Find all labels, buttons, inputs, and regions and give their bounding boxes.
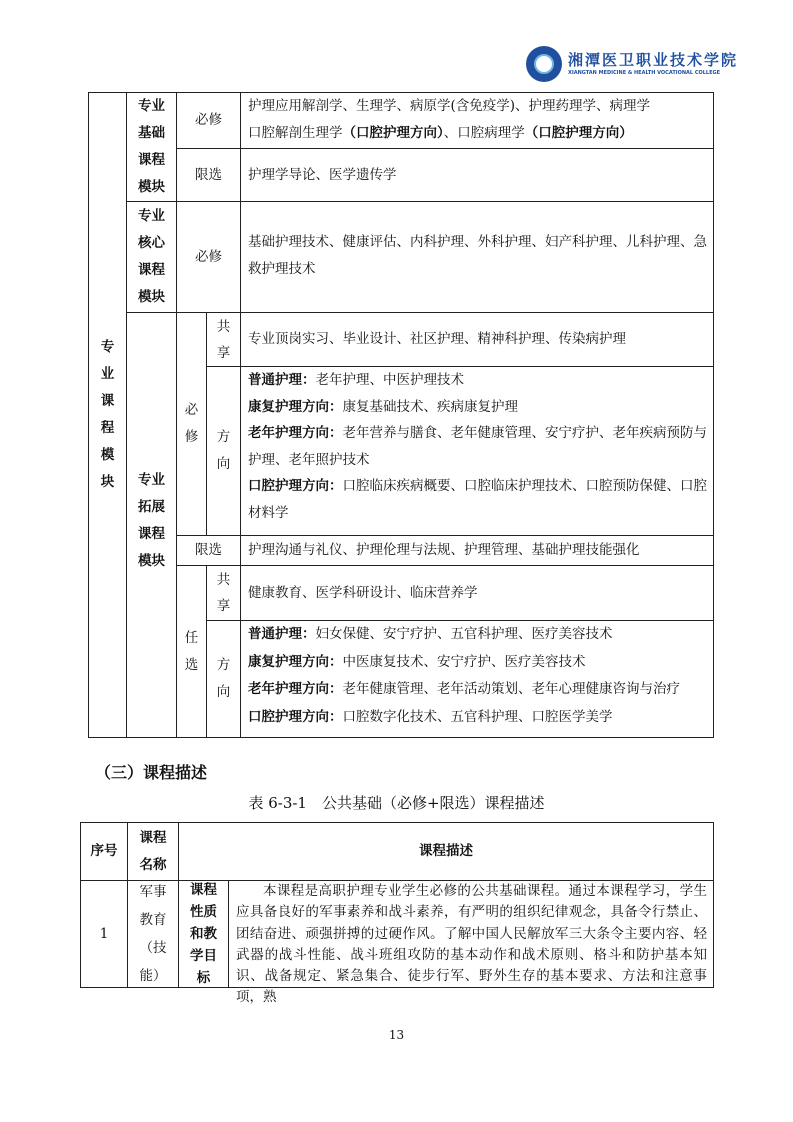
row-name <box>127 880 179 988</box>
core-req-label <box>176 201 241 313</box>
table-caption: 表 6-3-1 公共基础（必修+限选）课程描述 <box>248 794 545 812</box>
direction-name: 普通护理： <box>248 372 316 388</box>
header-text: 课程描述 <box>419 843 473 860</box>
header-desc <box>178 822 714 881</box>
direction-line <box>248 420 707 473</box>
direction-name: 口腔护理方向： <box>248 478 343 494</box>
text: 基础护理技术、健康评估、内科护理、外科护理、妇产科护理、儿科护理、急救护理技术 <box>248 234 707 277</box>
logo-name-en: XIANGTAN MEDICINE & HEALTH VOCATIONAL COLLEGE <box>568 70 721 76</box>
direction-line <box>248 676 707 704</box>
ext-opt-dir-content <box>240 620 714 738</box>
label: 必修 <box>195 112 222 129</box>
direction-name: 普通护理： <box>248 626 316 642</box>
row-desc <box>228 880 714 1006</box>
header-no <box>80 822 128 881</box>
text: 康复基础技术、疾病康复护理 <box>342 398 518 415</box>
row-sub-label <box>178 880 229 988</box>
ext-label-cell <box>126 312 177 738</box>
basic-req-content <box>240 92 714 149</box>
text: （口腔护理方向） <box>342 124 444 141</box>
text: 护理沟通与礼仪、护理伦理与法规、护理管理、基础护理技能强化 <box>248 542 640 559</box>
direction-name: 老年护理方向： <box>248 425 343 441</box>
label: 必修 <box>195 248 222 265</box>
label: 方向 <box>216 429 231 472</box>
core-label-cell <box>126 201 177 313</box>
text: 口腔临床疾病概要、口腔临床护理技术、口腔预防保健、口腔材料学 <box>248 478 707 521</box>
text: 老年护理、中医护理技术 <box>315 372 464 388</box>
label: 限选 <box>195 542 222 559</box>
ext-req-label <box>176 312 207 536</box>
cell-text: 本课程是高职护理专业学生必修的公共基础课程。通过本课程学习，学生应具备良好的军事素养和战斗素养，有严明的组织纪律观念，具备令行禁止、团结奋进、顽强拼搏的过硬作风。了解中国人民解放军三大条令主要内容、轻武器的战斗性能、战斗班组攻防的基本动作和战术原则、格斗和防护基本知识、战备规定、紧急集合、徒步行军、野外生存的基本要求、方法和注意事项，熟 <box>236 883 707 1006</box>
basic-module-label: 专业基础课程模块 <box>138 98 165 195</box>
ext-lim-content <box>240 535 714 566</box>
college-logo <box>526 46 738 82</box>
outer-label: 专业课程模块 <box>100 339 115 490</box>
basic-req-label <box>176 92 241 149</box>
text: 妇女保健、安宁疗护、五官科护理、医疗美容技术 <box>315 626 613 642</box>
ext-module-label: 专业拓展课程模块 <box>138 472 165 569</box>
ext-req-shared-content <box>240 312 714 367</box>
text: 口腔解剖生理学 <box>248 124 343 141</box>
ext-lim-label <box>176 535 241 566</box>
text-line: 护理应用解剖学、生理学、病原学(含免疫学)、护理药理学、病理学 <box>248 98 651 114</box>
direction-name: 康复护理方向： <box>248 398 343 415</box>
basic-lim-content <box>240 148 714 202</box>
direction-name: 康复护理方向： <box>248 653 343 670</box>
outer-label-cell <box>88 92 127 738</box>
row-no <box>80 880 128 988</box>
core-module-label: 专业核心课程模块 <box>138 208 165 305</box>
text: 老年营养与膳食、老年健康管理、安宁疗护、老年疾病预防与护理、老年照护技术 <box>248 425 707 468</box>
college-emblem-icon <box>526 46 562 82</box>
label: 必修 <box>184 402 199 445</box>
text: 、口腔病理学 <box>443 124 525 141</box>
logo-name-cn: 湘潭医卫职业技术学院 <box>568 51 739 69</box>
text: 护理学导论、医学遗传学 <box>248 166 397 183</box>
text: （口腔护理方向） <box>524 124 633 141</box>
ext-req-dir-content <box>240 366 714 536</box>
cell-text: 课程性质和教学目标 <box>190 882 217 986</box>
ext-opt-label <box>176 565 207 738</box>
direction-line <box>248 621 707 649</box>
direction-name: 口腔护理方向： <box>248 708 343 725</box>
label: 限选 <box>195 166 222 183</box>
ext-opt-dir-label <box>206 620 241 738</box>
section-title: （三）课程描述 <box>95 763 208 782</box>
core-req-content <box>240 201 714 313</box>
label: 任选 <box>184 629 199 673</box>
basic-lim-label <box>176 148 241 202</box>
ext-req-shared-label <box>206 312 241 367</box>
direction-line <box>248 473 707 526</box>
basic-label-cell <box>126 92 177 202</box>
text: 健康教育、医学科研设计、临床营养学 <box>248 584 478 601</box>
direction-line <box>248 367 707 394</box>
label: 共享 <box>216 318 231 361</box>
header-text: 课程名称 <box>139 829 167 873</box>
ext-opt-shared-content <box>240 565 714 621</box>
direction-line <box>248 704 707 732</box>
text: 中医康复技术、安宁疗护、医疗美容技术 <box>342 653 586 670</box>
cell-text: 1 <box>99 925 109 942</box>
label: 方向 <box>216 657 231 700</box>
header-name <box>127 822 179 881</box>
direction-line <box>248 649 707 677</box>
cell-text: 军事教育（技能） <box>139 884 167 984</box>
direction-name: 老年护理方向： <box>248 681 343 697</box>
text: 口腔数字化技术、五官科护理、口腔医学美学 <box>342 708 613 725</box>
text: 老年健康管理、老年活动策划、老年心理健康咨询与治疗 <box>342 681 680 697</box>
ext-req-dir-label <box>206 366 241 536</box>
page-number: 13 <box>388 1028 405 1042</box>
ext-opt-shared-label <box>206 565 241 621</box>
direction-line <box>248 394 707 421</box>
header-text: 序号 <box>90 843 118 860</box>
text: 专业顶岗实习、毕业设计、社区护理、精神科护理、传染病护理 <box>248 331 626 348</box>
label: 共享 <box>216 572 231 614</box>
